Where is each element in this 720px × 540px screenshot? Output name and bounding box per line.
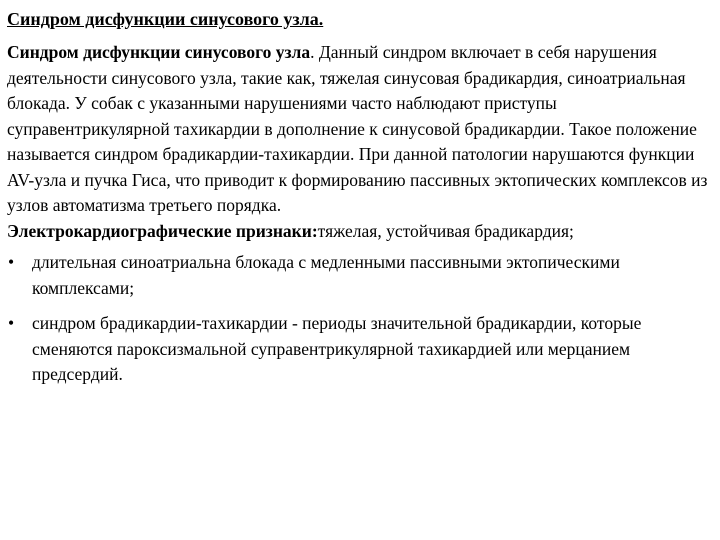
intro-text: . Данный синдром включает в себя нарушения деятельности синусового узла, такие как, тяжелая синусовая брадикардия, синоатриальная блокада. У собак с указанными нарушениями часто наблюдают приступы суправентрикулярной тахикардии в дополнение к синусовой брадикардии. Такое положение называется синдром брадикардии-тахикардии. При данной патологии нарушаются функции AV-узла и пучка Гиса, что приводит к формированию пассивных эктопических комплексов из узлов автоматизма третьего порядка. — [7, 42, 708, 215]
ecg-signs-label: Электрокардиографические признаки: — [7, 220, 318, 241]
bullet-text: длительная синоатриальна блокада с медленными пассивными эктопическими комплексами; — [32, 252, 620, 298]
ecg-signs-text: тяжелая, устойчивая брадикардия; — [317, 220, 574, 241]
slide-title: Синдром дисфункции синусового узла. — [7, 9, 324, 29]
bullet-icon: • — [8, 313, 15, 333]
bullet-icon: • — [8, 252, 15, 272]
bullet-item-sinoatrial-block — [7, 250, 714, 301]
intro-lead-term: Синдром дисфункции синусового узла — [7, 42, 311, 62]
intro-paragraph — [7, 40, 714, 219]
bullet-list — [7, 250, 714, 388]
ecg-signs-paragraph — [7, 219, 714, 245]
bullet-item-brady-tachy — [7, 311, 714, 388]
bullet-text: синдром брадикардии-тахикардии - периоды значительной брадикардии, которые сменяются пароксизмальной суправентрикулярной тахикардией или мерцанием предсердий. — [32, 313, 642, 384]
